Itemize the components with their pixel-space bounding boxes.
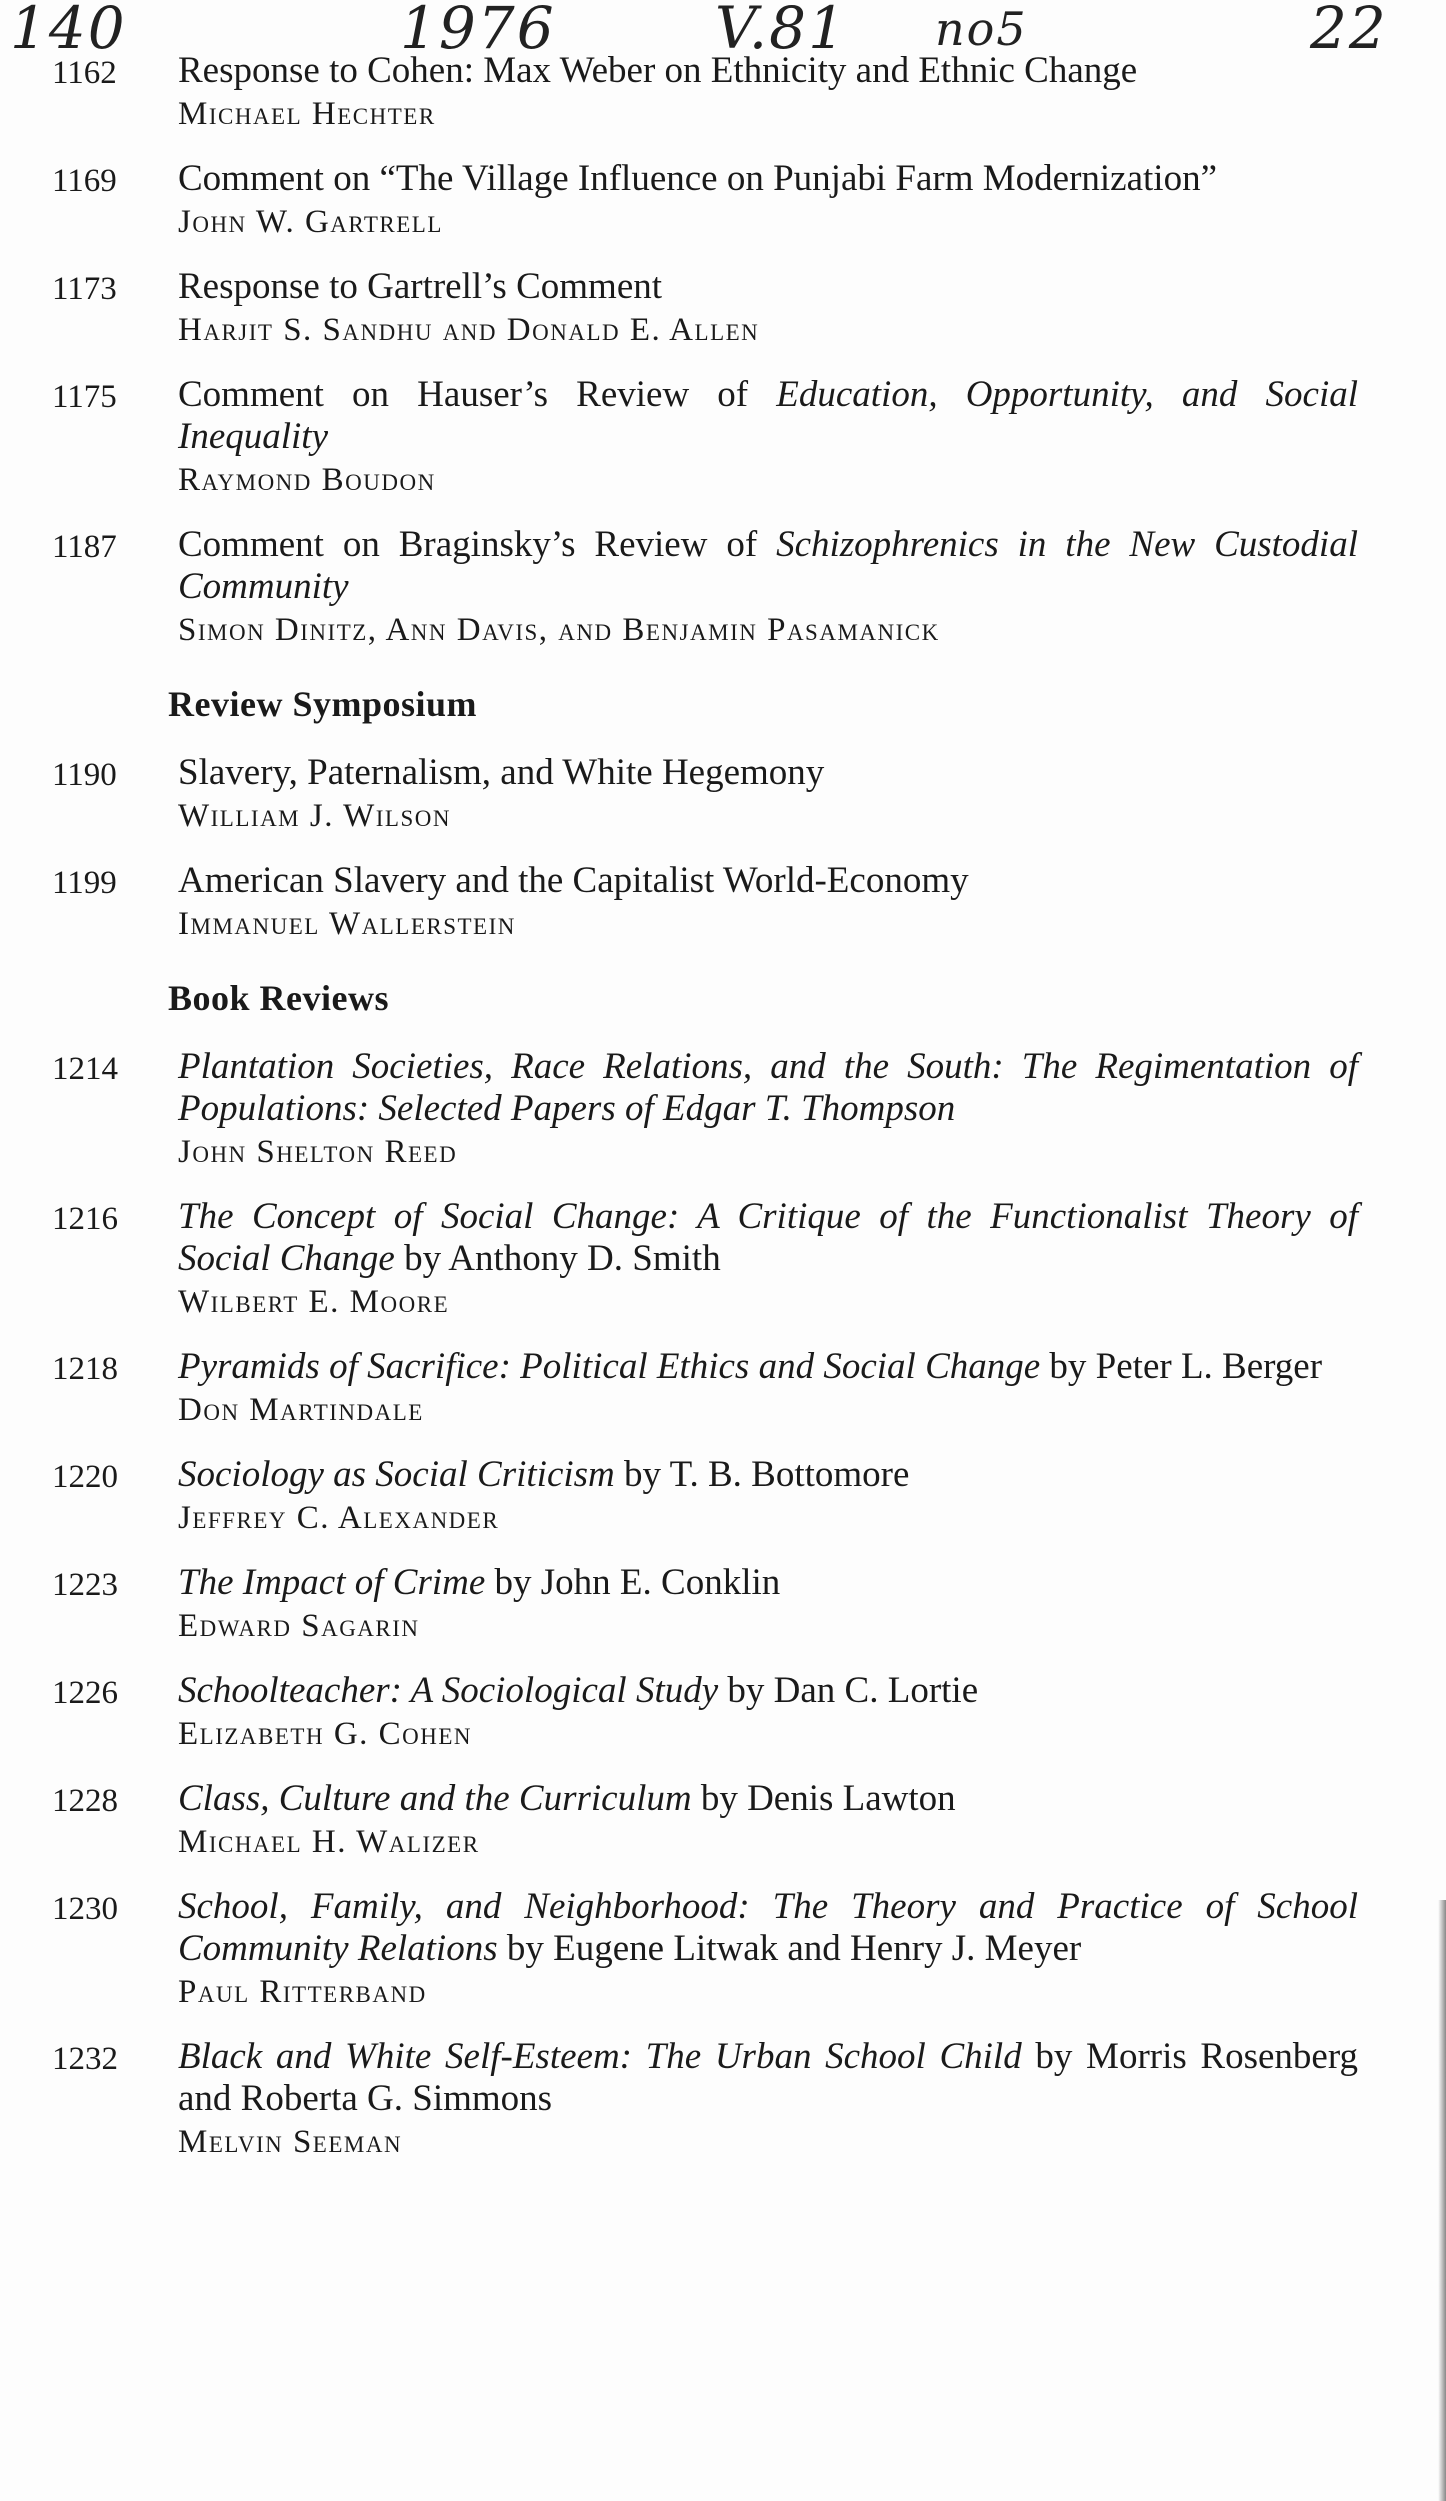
toc-entry	[0, 1670, 1446, 1756]
page-number: 1199	[52, 865, 117, 901]
page-number: 1187	[52, 529, 117, 565]
toc-entry	[0, 266, 1446, 352]
toc-entry	[0, 2036, 1446, 2164]
handwritten-issue-number: 140	[10, 0, 127, 62]
entry-author: Harjit S. Sandhu and Donald E. Allen	[178, 312, 760, 348]
table-of-contents	[0, 50, 1446, 2186]
scan-edge-shadow	[1438, 1900, 1446, 2501]
handwritten-year: 1976	[400, 0, 556, 62]
page-number: 1232	[52, 2041, 118, 2077]
book-title: The Concept of Social Change: A Critique of the Functionalist Theory of Social Change	[178, 1196, 1358, 1279]
page-number: 1169	[52, 163, 117, 199]
entry-title: American Slavery and the Capitalist World-Economy	[178, 860, 969, 901]
toc-entry	[0, 860, 1446, 946]
book-author-credit: by Peter L. Berger	[1040, 1346, 1323, 1387]
entry-title: Slavery, Paternalism, and White Hegemony	[178, 752, 825, 793]
book-author-credit: by Morris Rosenberg and Roberta G. Simmons	[178, 2036, 1359, 2119]
toc-entry	[0, 1778, 1446, 1864]
book-author-credit: by John E. Conklin	[485, 1562, 781, 1603]
entry-author: Immanuel Wallerstein	[178, 906, 516, 942]
entry-title	[178, 1196, 1358, 1280]
toc-entry	[0, 50, 1446, 136]
page-number: 1230	[52, 1891, 118, 1927]
entry-title-italic: Education, Opportunity, and Social Inequality	[178, 374, 1359, 457]
page-number: 1175	[52, 379, 117, 415]
page-number: 1226	[52, 1675, 118, 1711]
entry-author: Michael H. Walizer	[178, 1824, 480, 1860]
book-title: Class, Culture and the Curriculum	[178, 1778, 692, 1819]
entry-author: John W. Gartrell	[178, 204, 443, 240]
page-number: 1190	[52, 757, 117, 793]
toc-entry	[0, 1046, 1446, 1174]
book-title: Black and White Self-Esteem: The Urban School Child	[178, 2036, 1022, 2077]
book-title: Pyramids of Sacrifice: Political Ethics and Social Change	[178, 1346, 1041, 1387]
page-number: 1162	[52, 55, 117, 91]
toc-entry	[0, 1454, 1446, 1540]
page-number: 1228	[52, 1783, 118, 1819]
entry-title: Comment on “The Village Influence on Punjabi Farm Modernization”	[178, 158, 1217, 199]
handwritten-volume: V.81	[715, 0, 847, 62]
entry-title	[178, 1454, 1358, 1496]
entry-author: Jeffrey C. Alexander	[178, 1500, 500, 1536]
book-title: School, Family, and Neighborhood: The Theory and Practice of School Community Relations	[178, 1886, 1358, 1969]
toc-entry	[0, 1196, 1446, 1324]
book-title: Plantation Societies, Race Relations, and the South: The Regimentation of Populations: Selected Papers of Edgar T. Thompson	[178, 1046, 1358, 1129]
handwritten-corner-mark: 22	[1310, 0, 1388, 62]
book-author-credit: by T. B. Bottomore	[614, 1454, 910, 1495]
book-title: Schoolteacher: A Sociological Study	[178, 1670, 719, 1711]
entry-author: Paul Ritterband	[178, 1974, 427, 2010]
handwritten-number: no5	[935, 2, 1028, 56]
entry-author: Melvin Seeman	[178, 2124, 403, 2160]
entry-title	[178, 2036, 1358, 2120]
section-heading-symposium: Review Symposium	[168, 684, 478, 724]
entry-title	[178, 524, 1358, 608]
page-number: 1216	[52, 1201, 118, 1237]
page-number: 1223	[52, 1567, 118, 1603]
entry-author: Raymond Boudon	[178, 462, 436, 498]
entry-title	[178, 1346, 1358, 1388]
entry-title-italic: Schizophrenics in the New Custodial Community	[178, 524, 1358, 607]
page-number: 1220	[52, 1459, 118, 1495]
book-author-credit: by Denis Lawton	[691, 1778, 956, 1819]
entry-title: Response to Gartrell’s Comment	[178, 266, 663, 307]
book-title: Sociology as Social Criticism	[178, 1454, 615, 1495]
page-number: 1173	[52, 271, 117, 307]
page-number: 1214	[52, 1051, 118, 1087]
entry-author: William J. Wilson	[178, 798, 451, 834]
entry-author: Don Martindale	[178, 1392, 424, 1428]
entry-title	[178, 1778, 1358, 1820]
entry-title	[178, 1670, 1358, 1712]
entry-title	[178, 1562, 1358, 1604]
toc-entry	[0, 1562, 1446, 1648]
entry-author: Edward Sagarin	[178, 1608, 420, 1644]
toc-entry	[0, 524, 1446, 652]
entry-title: Response to Cohen: Max Weber on Ethnicity and Ethnic Change	[178, 50, 1138, 91]
entry-author: Simon Dinitz, Ann Davis, and Benjamin Pasamanick	[178, 612, 940, 648]
toc-entry	[0, 1886, 1446, 2014]
toc-entry	[0, 752, 1446, 838]
book-author-credit: by Anthony D. Smith	[394, 1238, 721, 1279]
page-number: 1218	[52, 1351, 118, 1387]
section-heading-book-reviews: Book Reviews	[168, 978, 389, 1018]
entry-author: Wilbert E. Moore	[178, 1284, 450, 1320]
entry-author: John Shelton Reed	[178, 1134, 458, 1170]
entry-title	[178, 1886, 1358, 1970]
entry-title-prefix: Comment on Braginsky’s Review of	[178, 524, 777, 565]
book-author-credit: by Eugene Litwak and Henry J. Meyer	[497, 1928, 1082, 1969]
toc-entry	[0, 1346, 1446, 1432]
entry-title	[178, 1046, 1358, 1130]
toc-entry	[0, 158, 1446, 244]
entry-author: Michael Hechter	[178, 96, 436, 132]
entry-author: Elizabeth G. Cohen	[178, 1716, 473, 1752]
entry-title-prefix: Comment on Hauser’s Review of	[178, 374, 777, 415]
toc-entry	[0, 374, 1446, 502]
entry-title	[178, 374, 1358, 458]
book-title: The Impact of Crime	[178, 1562, 486, 1603]
book-author-credit: by Dan C. Lortie	[718, 1670, 979, 1711]
